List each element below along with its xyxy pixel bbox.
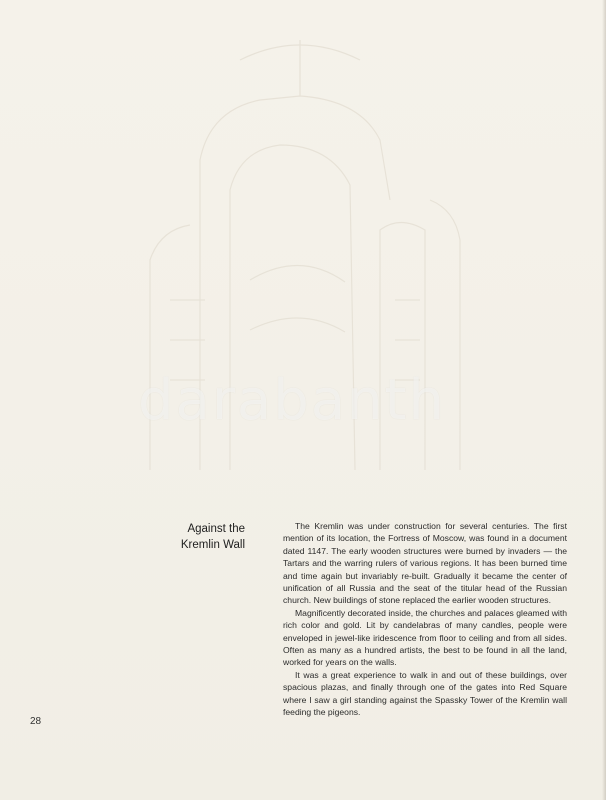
paragraph-2: Magnificently decorated inside, the churches and palaces gleamed with rich color and gold. Lit by candelabras of many candles, people were enveloped in jewel-like iridescence from floor to ceiling and from all sides. Often as many as a hundred artists, the best to be found in all the land, worked for years on the walls. [283,607,567,668]
section-heading-line-2: Kremlin Wall [180,539,245,551]
paragraph-1: The Kremlin was under construction for several centuries. The first mention of its location, the Fortress of Moscow, was found in a document dated 1147. The early wooden structures were burned by invaders — the Tartars and the warring rulers of various regions. It has been burned time and time again but invariably re-built. Gradually it became the center of unification of all Russia and the seat of the titular head of the Russian church. New buildings of stone replaced the earlier wooden structures. [283,521,567,606]
article-body [283,520,567,719]
page-number: 28 [30,716,42,727]
watermark-text: darabanth [138,368,447,433]
paragraph-3: It was a great experience to walk in and out of these buildings, over spacious plazas, and finally through one of the gates into Red Square where I saw a girl standing against the Spassky Tower of the Kremlin wall feeding the pigeons. [283,669,567,718]
section-heading [150,521,245,553]
page-edge-shadow [602,0,606,800]
section-heading-line-1: Against the [187,523,245,535]
